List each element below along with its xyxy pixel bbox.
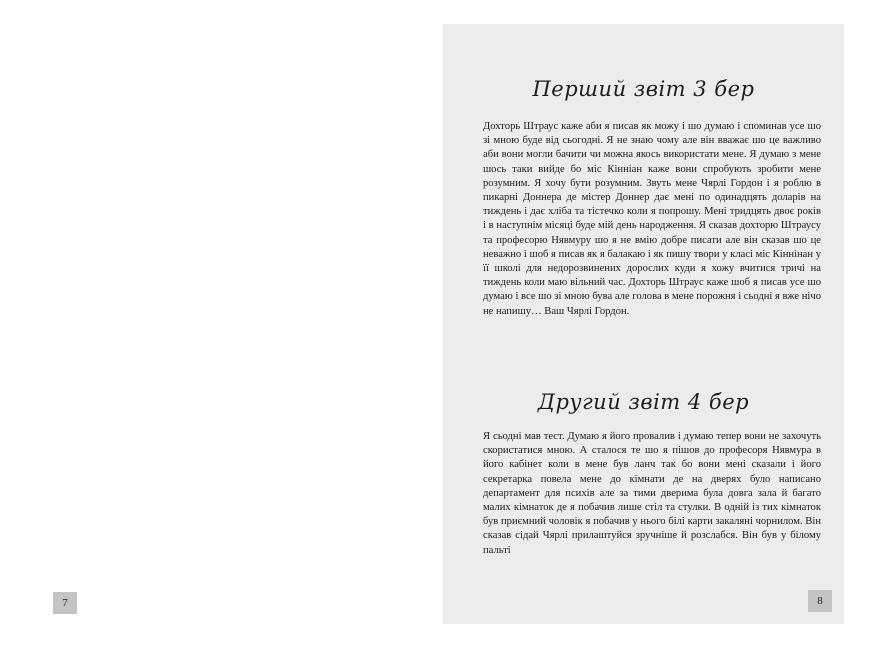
- page-number-right: 8: [808, 590, 832, 612]
- report-text-1: Дохторь Штраус каже аби я писав як можу і шо думаю і споминав усе шо зі мною буде від сьогодні. Я не знаю чому але він вважає шо це важливо аби вони могли бачити чи можна якось використати мене. Я думаю з мене шось таки вийде бо міс Кінніан каже вони спробують зробити мене розумним. Я хочу бути розумним. Звуть мене Чярлі Гордон і я роблю в пикарні Доннера де містер Доннер дає мені по одинадцять доларів на тиждень і дає хліба та тістечко коли я попрошу. Мені тридцять двоє років і в наступнім місяці буде мій день народження. Я сказав дохторю Штраусу та професорю Нявмуру шо я не вмію добре писати але він сказав шо це неважно і шоб я писав як я балакаю і як пишу твори у класі міс Кіннінан у її школі для недорозвинених дорослих куди я хожу вчитися тричі на тиждень коли маю вільний час. Дохторь Штраус каже шоб я писав усе шо думаю і все шо зі мною бува але голова в мене порожня і сьодні я вже нічо не напишу… Ваш Чярлі Гордон.: [483, 121, 821, 317]
- report-title-2: Другий звіт 4 бер: [537, 390, 750, 414]
- report-title-1: Перший звіт 3 бер: [532, 77, 755, 101]
- page-number-left: 7: [53, 592, 77, 614]
- right-page: [443, 24, 844, 624]
- report-text-2: Я сьодні мав тест. Думаю я його провалив і думаю тепер вони не захочуть скористатися мною. А сталося те шо я пішов до професоря Нявмура в його кабінет коли в мене був ланч так бо вони мені сказали і його секретарка повела мене до кімнати де на дверях було написано департамент для психів але за тими дверима була довга зала й багато малих кімнаток де я побачив лише стіл та стулки. В одній із тих кімнаток був приємний чоловік я побачив у нього білі карти закаляні чорнилом. Він сказав сідай Чярлі прилаштуйся зручніше й розслабся. Він був у білому пальті: [483, 431, 821, 556]
- left-page: [0, 0, 443, 665]
